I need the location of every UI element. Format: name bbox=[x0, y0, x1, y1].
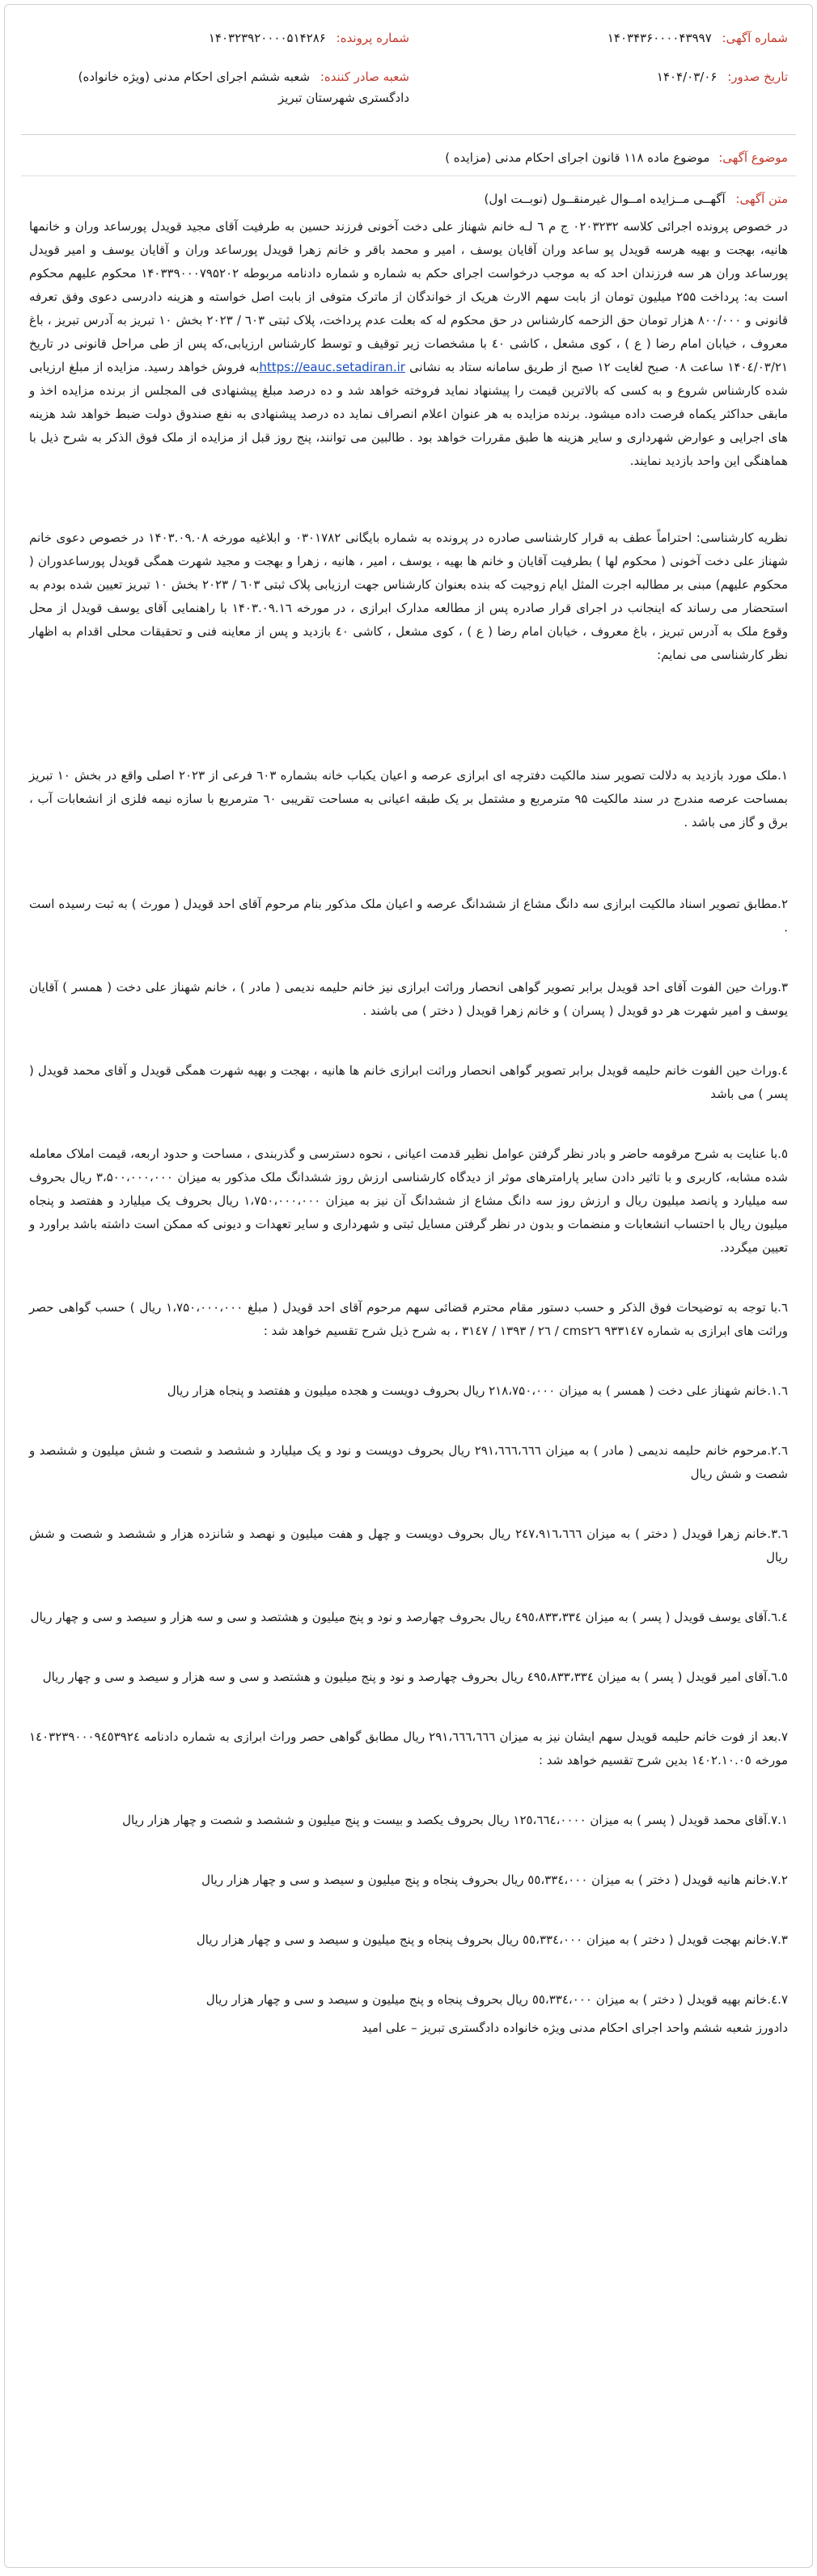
intro-text-before-link: در خصوص پرونده اجرائی کلاسه ۰۲۰۳۲۳۲ ج م ٦ لـه خانم شهناز علی دخت آخونی فرزند حسین به طرفیت آقای مجید قویدل پورساعد وران و خانمها هانیه، بهجت و بهیه هرسه قویدل پو ساعد وران آقایان یوسف ، امیر و محمد باقر و خانم زهرا قویدل پورساعد وران و آقایان یوسف و امیر قویدل پورساعد وران هر سه فرزندان احد که به موجب درخواست اجرای حکم به شماره و شماره دادنامه مربوطه ۱۴۰۳۳۹۰۰۰۷۹۵۲۰۲ محکوم علیهم محکوم است به: پرداخت ۲۵۵ میلیون تومان از بابت سهم الارث هریک از خواندگان از ماترک متوفی از بابت اصل خواسته و هزینه دادرسی دعوی وفق تعرفه قانونی و ۸۰۰/۰۰۰ هزار تومان حق الزحمه کارشناس در حق محکوم له که بعلت عدم پرداخت، پلاک ثبتی ٦۰۳ / ۲۰۲۳ بخش ۱۰ تبریز به آدرس تبریز ، باغ معروف ، خیابان امام رضا ( ع ) ، کوی مشعل ، کاشی ٤۰ با مشخصات زیر توقیف و توسط کارشناس ارزیابی،که پس از طی مراحل قانونی در تاریخ ۱۴۰٤/۰۳/۲۱ ساعت ۰۸ صبح لغایت ۱۲ صبح از طریق سامانه ستاد به نشانی bbox=[29, 219, 788, 374]
issue-date: ۱۴۰۴/۰۳/۰۶ bbox=[656, 70, 718, 84]
ad-number-row bbox=[408, 27, 788, 49]
expert-sub-item: ۷.٤.خانم بهیه قویدل ( دختر ) به میزان ٥٥،۳۳٤،۰۰۰ ریال بحروف پنجاه و پنج میلیون و سیصد و سی و چهار هزار ریال bbox=[205, 1992, 788, 2007]
expert-sub-item: ٦.۱.خانم شهناز علی دخت ( همسر ) به میزان ۲۱۸،۷۵۰،۰۰۰ ریال بحروف دویست و هجده میلیون و هفتصد و پنجاه هزار ریال bbox=[167, 1383, 788, 1398]
case-number-row bbox=[29, 27, 409, 49]
issuer-row bbox=[29, 66, 409, 108]
expert-items-list bbox=[29, 764, 788, 2012]
subject-text: موضوع ماده ۱۱۸ قانون اجرای احکام مدنی (مزایده ) bbox=[445, 150, 710, 165]
ad-text-label: متن آگهی: bbox=[735, 192, 788, 206]
expert-item: ۱.ملک مورد بازدید به دلالت تصویر سند مالکیت دفترچه ای ابرازی عرصه و اعیان یکباب خانه بشماره ٦۰۳ فرعی از ۲۰۲۳ اصلی واقع در بخش ۱۰ تبریز بمساحت عرصه مندرج در سند مالکیت ۹۵ مترمربع و مشتمل بر یک طبقه اعیانی به مساحت تقریبی ٦۰ مترمربع با سازه نیمه فلزی از انشعابات آب ، برق و گاز می باشد . bbox=[29, 768, 788, 830]
issuer: شعبه ششم اجرای احکام مدنی (ویژه خانواده) دادگستری شهرستان تبریز bbox=[78, 70, 409, 105]
case-number: ۱۴۰۳۲۳۹۲۰۰۰۰۵۱۴۲۸۶ bbox=[208, 31, 326, 45]
expert-item: ٥.با عنایت به شرح مرقومه حاضر و بادر نظر گرفتن عوامل نظیر قدمت اعیانی ، نحوه دسترسی و گذربندی ، مساحت و حدود اربعه، قیمت املاک معامله شده مشابه، کاربری و با تاثیر دادن سایر پارامترهای موثر از دیدگاه کارشناسی ارزش روز ششدانگ ملک مذکور به میزان ۳،۵۰۰،۰۰۰،۰۰۰ ریال بحروف سه میلیارد و پانصد میلیون ریال و ارزش روز سه دانگ مشاع از ششدانگ آن نیز به میزان ۱،۷۵۰،۰۰۰،۰۰۰ ریال بحروف یک میلیارد و هفتصد و پنجاه میلیون ریال با احتساب انشعابات و منضمات و بدون در نظر گرفتن مسایل ثبتی و شهرداری و سایر تعهدات و دیونی که ممکن است داشته باشد براورد و تعیین میگردد. bbox=[29, 1147, 788, 1255]
expert-item: ۲.مطابق تصویر اسناد مالکیت ابرازی سه دانگ مشاع از ششدانگ عرصه و اعیان ملک مذکور بنام مرحوم آقای احد قویدل ( مورث ) به ثبت رسیده است . bbox=[29, 897, 788, 935]
ad-number: ۱۴۰۳۴۳۶۰۰۰۰۴۳۹۹۷ bbox=[607, 31, 712, 45]
expert-sub-item: ۷.۱.آقای محمد قویدل ( پسر ) به میزان ۱۲٥،٦٦٤،۰۰۰۰ ریال بحروف یکصد و بیست و پنج میلیون و ششصد و شصت و چهار هزار ریال bbox=[122, 1813, 788, 1827]
issue-date-row bbox=[408, 66, 788, 87]
signoff: دادورز شعبه ششم واحد اجرای احکام مدنی ویژه خانواده دادگستری تبریز – علی امید bbox=[362, 2021, 788, 2035]
intro-paragraph bbox=[29, 215, 788, 473]
ad-title: آگهــی مــزایده امــوال غیرمنقــول (نوبــت اول) bbox=[484, 192, 726, 206]
expert-sub-item: ٦.٤.آقای یوسف قویدل ( پسر ) به میزان ٤۹٥،۸۳۳،۳۳٤ ریال بحروف چهارصد و نود و پنج میلیون و هشتصد و سی و سه هزار و سیصد و سی و چهار ریال bbox=[30, 1610, 788, 1624]
expert-sub-item: ٦.۲.مرحوم خانم حلیمه ندیمی ( مادر ) به میزان ۲۹۱،٦٦٦،٦٦٦ ریال بحروف دویست و نود و یک میلیارد و ششصد و شصت و شش میلیون و ششصد و شصت و شش ریال bbox=[29, 1443, 788, 1481]
expert-sub-item: ٦.٥.آقای امیر قویدل ( پسر ) به میزان ٤۹٥،۸۳۳،۳۳٤ ریال بحروف چهارصد و نود و پنج میلیون و هشتصد و سی و سه هزار و سیصد و سی و چهار ریال bbox=[42, 1670, 788, 1684]
expert-item: ۳.وراث حین الفوت آقای احد قویدل برابر تصویر گواهی انحصار وراثت ابرازی نیز خانم حلیمه ندیمی ( مادر ) ، خانم شهناز علی دخت ( همسر ) آقایان یوسف و امیر شهرت هر دو قویدل ( پسران ) و خانم زهرا قویدل ( دختر ) می باشند . bbox=[29, 980, 788, 1018]
notice-page bbox=[4, 4, 813, 2568]
expert-item: ۷.بعد از فوت خانم حلیمه قویدل سهم ایشان نیز به میزان ۲۹۱،٦٦٦،٦٦٦ ریال مطابق گواهی حصر وراث ابرازی به شماره دادنامه ۱٤۰۳۲۳۹۰۰۰۹٤٥۳۹۲٤ مورخه ۱٤۰۲.۱۰.۰٥ بدین شرح تقسیم خواهد شد : bbox=[29, 1729, 788, 1767]
expert-item: ٦.با توجه به توضیحات فوق الذکر و حسب دستور مقام محترم قضائی سهم مرحوم آقای احد قویدل ( مبلغ ۱،۷۵۰،۰۰۰،۰۰۰ ریال ) حسب گواهی حصر وراثت های ابرازی به شماره ۹۳۳۱٤۷ cms٢٦ / ۳۱٤۷ / ۱۳۹۳ / ۲٦ ، به شرح ذیل شرح تقسیم خواهد شد : bbox=[29, 1300, 788, 1338]
subject-row bbox=[5, 135, 812, 169]
subject-label: موضوع آگهی: bbox=[718, 150, 788, 165]
ad-number-label: شماره آگهی: bbox=[722, 31, 788, 45]
auction-site-link[interactable]: https://eauc.setadiran.ir bbox=[259, 360, 405, 374]
issue-date-label: تاریخ صدور: bbox=[727, 70, 788, 84]
header-right-column bbox=[408, 27, 788, 105]
intro-text-after-link: به فروش خواهد رسید. مزایده از مبلغ ارزیابی شده کارشناس شروع و به کسی که بالاترین قیمت را پیشنهاد نماید فروخته خواهد شد و ده درصد مبلغ پیشنهادی فی المجلس از برنده مزایده اخذ و مابقی حداکثر یکماه فرصت داده میشود. برنده مزایده به هر عنوان اعلام انصراف نماید ده درصد پیشنهادی به نفع صندوق دولت ضبط خواهد شد هزینه های اجرایی و عوارض شهرداری و سایر هزینه ها طبق مقررات خواهد بود . طالبین می توانند، پنج روز قبل از مزایده از ملک فوق الذکر به شرح ذیل با هماهنگی این واحد بازدید نمایند. bbox=[29, 360, 788, 468]
expert-opinion-paragraph: نظریه کارشناسی: احتراماً عطف به قرار کارشناسی صادره در پرونده به شماره بایگانی ۰۳۰۱۷۸۲ و ابلاغیه مورخه ۱۴۰۳.۰۹.۰۸ در خصوص دعوی خانم شهناز علی دخت آخونی ( محکوم لها ) بطرفیت آقایان و خانم ها بهیه ، یوسف ، امیر ، هانیه ، زهرا و بهجت و مجید شهرت همگی قویدل پورساعدوران ( محکوم علیهم) مبنی بر مطالبه اجرت المثل ایام زوجیت که بنده بعنوان کارشناس جهت ارزیابی پلاک ثبتی ٦۰۳ / ۲۰۲۳ بخش ۱۰ تبریز تعیین شده بودم به استحضار می رساند که اینجانب در اجرای قرار صادره پس از مطالعه مدارک ابرازی ، در مورخه ۱۴۰۳.۰۹.۱٦ با راهنمایی آقای یوسف قویدل از محل وقوع ملک به آدرس تبریز ، باغ معروف ، خیابان امام رضا ( ع ) ، کوی مشعل ، کاشی ٤۰ بازدید و پس از معاینه فنی و تحقیقات محلی اقدام به اظهار نظر کارشناسی می نمایم: bbox=[29, 530, 789, 662]
expert-item: ٤.وراث حین الفوت خانم حلیمه قویدل برابر تصویر گواهی انحصار وراثت ابرازی خانم ها هانیه ، بهجت و بهیه شهرت همگی قویدل و آقای محمد قویدل ( پسر ) می باشد bbox=[29, 1063, 788, 1101]
ad-title-row bbox=[29, 188, 788, 210]
expert-sub-item: ٦.۳.خانم زهرا قویدل ( دختر ) به میزان ۲٤۷،۹۱٦،٦٦٦ ریال بحروف دویست و چهل و هفت میلیون و نهصد و شانزده هزار و ششصد و شصت و شش ریال bbox=[29, 1527, 788, 1565]
issuer-label: شعبه صادر کننده: bbox=[320, 70, 409, 84]
notice-header bbox=[5, 5, 812, 134]
expert-sub-item: ۷.۲.خانم هانیه قویدل ( دختر ) به میزان ٥٥،۳۳٤،۰۰۰ ریال بحروف پنجاه و پنج میلیون و سیصد و سی و چهار هزار ریال bbox=[201, 1873, 788, 1887]
expert-sub-item: ۷.۳.خانم بهجت قویدل ( دختر ) به میزان ٥٥،۳۳٤،۰۰۰ ریال بحروف پنجاه و پنج میلیون و سیصد و سی و چهار هزار ریال bbox=[196, 1932, 788, 1947]
case-number-label: شماره پرونده: bbox=[336, 31, 409, 45]
header-left-column bbox=[29, 27, 409, 126]
notice-body bbox=[5, 176, 812, 2039]
